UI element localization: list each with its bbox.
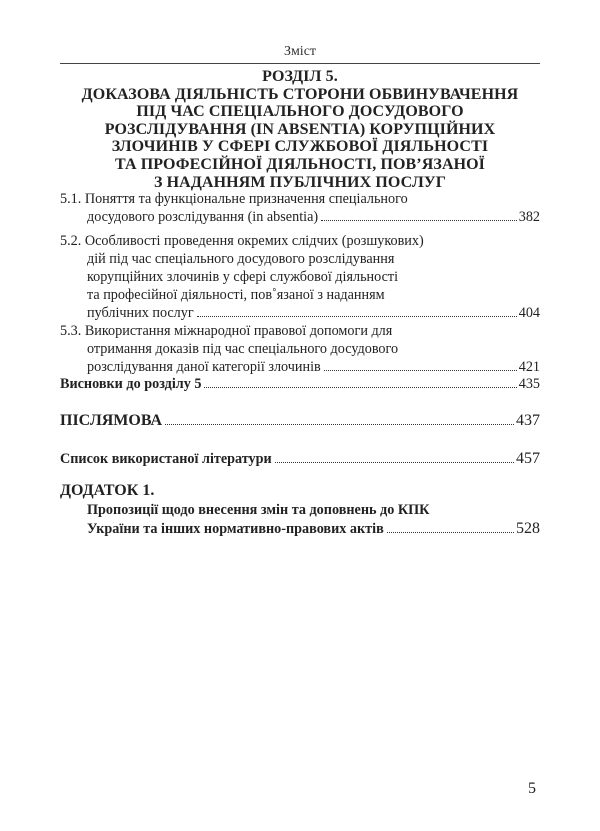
toc-page-number: 435 [518, 376, 540, 392]
toc-entry-5-2-line: та професійної діяльності, пов˚язаної з наданням [87, 287, 385, 303]
toc-entry-text: розслідування даної категорії злочинів [87, 359, 321, 375]
dot-leader [387, 532, 514, 533]
toc-page-number: 421 [518, 359, 540, 375]
dot-leader [165, 424, 514, 425]
toc-entry-text: України та інших нормативно-правових актів [87, 521, 384, 537]
chapter-title-line: РОЗДІЛ 5. [262, 68, 338, 85]
toc-entry-appendix-line: Пропозиції щодо внесення змін та доповнень до КПК [87, 502, 430, 518]
toc-entry-5-2-line: 5.2. Особливості проведення окремих слідчих (розшукових) [60, 233, 424, 249]
toc-entry-5-1[interactable] [87, 209, 540, 226]
toc-entry-afterword[interactable] [60, 412, 540, 429]
dot-leader [321, 220, 517, 221]
toc-page-number: 437 [516, 412, 540, 429]
chapter-title [40, 68, 560, 191]
dot-leader [324, 370, 517, 371]
toc-page-number: 382 [518, 209, 540, 225]
toc-entry-appendix[interactable] [87, 520, 540, 538]
toc-entry-conclusions[interactable] [60, 376, 540, 393]
dot-leader [204, 387, 516, 388]
toc-entry-text: публічних послуг [87, 305, 194, 321]
toc-page-number: 528 [516, 520, 540, 537]
toc-page-number: 457 [516, 450, 540, 467]
running-header: Зміст [283, 44, 317, 59]
toc-page-number: 404 [518, 305, 540, 321]
page-number: 5 [528, 780, 536, 797]
toc-entry-text: Список використаної літератури [60, 451, 272, 467]
chapter-title-line: З НАДАННЯМ ПУБЛІЧНИХ ПОСЛУГ [153, 173, 447, 191]
toc-entry-references[interactable] [60, 450, 540, 468]
chapter-title-line: ДОКАЗОВА ДІЯЛЬНІСТЬ СТОРОНИ ОБВИНУВАЧЕННЯ [81, 85, 519, 103]
chapter-title-line: ЗЛОЧИНІВ У СФЕРІ СЛУЖБОВОЇ ДІЯЛЬНОСТІ [111, 138, 489, 156]
toc-entry-5-2[interactable] [87, 305, 540, 322]
dot-leader [275, 462, 514, 463]
toc-entry-5-3-line: отримання доказів під час спеціального досудового [87, 341, 399, 357]
toc-entry-5-3[interactable] [87, 359, 540, 376]
chapter-title-line: ТА ПРОФЕСІЙНОЇ ДІЯЛЬНОСТІ, ПОВ’ЯЗАНОЇ [114, 155, 486, 173]
toc-entry-appendix-heading: ДОДАТОК 1. [60, 482, 155, 499]
toc-entry-text: досудового розслідування (in absentia) [87, 209, 319, 225]
toc-entry-5-3-line: 5.3. Використання міжнародної правової допомоги для [60, 323, 393, 339]
toc-entry-text: ПІСЛЯМОВА [60, 412, 163, 429]
toc-entry-5-2-line: корупційних злочинів у сфері службової діяльності [87, 269, 399, 285]
chapter-title-line: РОЗСЛІДУВАННЯ (IN ABSENTIA) КОРУПЦІЙНИХ [104, 120, 496, 138]
chapter-title-line: ПІД ЧАС СПЕЦІАЛЬНОГО ДОСУДОВОГО [136, 103, 464, 121]
toc-entry-5-2-line: дій під час спеціального досудового розслідування [87, 251, 395, 267]
header-rule [60, 63, 540, 64]
dot-leader [197, 316, 517, 317]
toc-entry-5-1-line: 5.1. Поняття та функціональне призначення спеціального [60, 191, 408, 207]
toc-entry-text: Висновки до розділу 5 [60, 376, 202, 392]
